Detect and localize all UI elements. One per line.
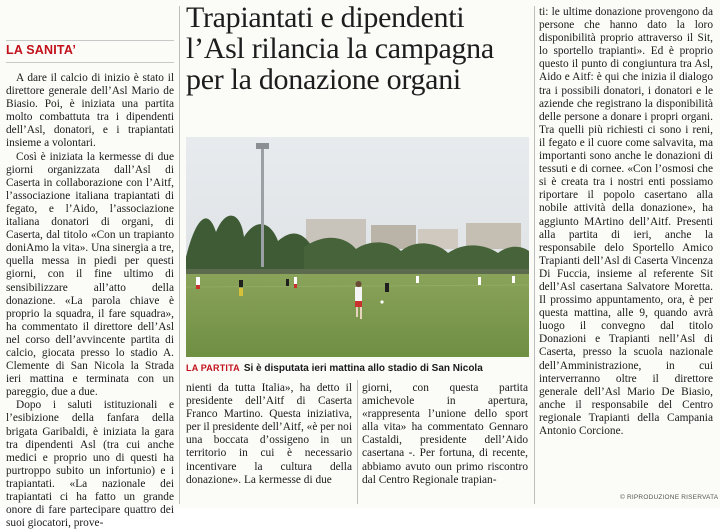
bottom-column-2 (362, 382, 528, 487)
article-headline (186, 2, 534, 95)
right-column (539, 6, 713, 438)
right-paragraph-1: ti: le ultime donazione provengono da persone che hanno dato la loro disponibilità proprio attraverso il Sit, lo sportello trapianti». Ed è proprio questo il punto di congiuntura tra Asl, Aido e Aitf: è qui che inizia il dialogo tra i possibili donatori, i donatori e le aziende che registrano la disponibilità delle persone a donare i propri organi. Tra quelli più richiesti ci sono i reni, il fegato e il cuore come salvavita, ma importanti sono anche le donazioni di tessuti e di cornee. «Con l’osmosi che si è creata tra i nostri enti possiamo riportare il popolo casertano alla nobile attività della donazione», ha aggiunto MArtino dell’Aitf. Presenti alla partita di ieri, anche la responsabile delo Sportello Amico Trapianti dell’Asl di Caserta Vincenza Di Fuccia, insieme al referente Sit dell’Asl casertana Salvatore Moretta. Il prossimo appuntamento, ora, è per questa mattina, alle 9, quando avrà luogo il convegno dal titolo Donazioni e Trapianti nell’Asl di Caserta, presso la scuola nazionale dell’Amministrazione, in cui interverranno oltre il direttore generale dell’Asl Mario De Biasio, anche il responsabile del Centro regionale Trapianti della Campania Antonio Corcione. (539, 6, 713, 437)
section-rule-bottom (6, 62, 174, 63)
football-match-photo (186, 137, 529, 357)
copyright-notice: © RIPRODUZIONE RISERVATA (620, 494, 719, 501)
left-paragraph-3: Dopo i saluti istituzionali e l’esibizione della fanfara della brigata Garibaldi, è iniziata la gara tra dipendenti Asl (tra cui anche medici e proprio uno di questi ha purtroppo subito un infortunio) e i trapiantati. «La nazionale dei trapiantati ci ha fatto un grande onore di fare partecipare quattro dei suoi giocatori, prove- (6, 399, 174, 530)
column-divider-right (534, 6, 535, 504)
section-label: LA SANITA’ (6, 43, 77, 57)
bottom-column-1-text: nienti da tutta Italia», ha detto il presidente dell’Aitf di Caserta Franco Martino. Questa iniziativa, per il presidente dell’Aitf, «è per noi una boccata d’ossigeno in un territorio in cui è necessario incentivare la cultura della donazione». La kermesse di due (186, 382, 353, 486)
left-paragraph-2: Così è iniziata la kermesse di due giorni organizzata dall’Asl di Caserta in collaborazione con l’Aitf, l’associazione italiana trapiantati di fegato, e l’Aido, l’associazione italiana donatori di organi, di Caserta, dal titolo «Con un trapianto doniAmo la vita». Una sinergia a tre, quella messa in piedi per questi giorni, con il fine ultimo di sensibilizzare all’atto della donazione. «La parola chiave è proprio la squadra, il fare squadra», ha commentato il direttore dell’Asl nel corso dell’avvincente partita di calcio, giocata presso lo stadio A. Clemente di San Nicola la Strada ieri mattina e terminata con un pareggio, due a due. (6, 150, 175, 399)
photo-caption (186, 362, 529, 375)
left-paragraph-1: A dare il calcio di inizio è stato il direttore generale dell’Asl Mario de Biasio. Poi, è iniziata una partita molto combattuta tra i dipendenti dell’Asl, donatori, e i trapiantati insieme a volontari. (6, 72, 174, 150)
section-rule-top (6, 40, 174, 41)
caption-text: Si è disputata ieri mattina allo stadio di San Nicola (243, 363, 483, 374)
headline-line-2: l’Asl rilancia la campagna (186, 32, 494, 65)
column-divider-bottom (357, 380, 358, 504)
headline-line-3: per la donazione organi (186, 63, 461, 96)
left-column (6, 72, 174, 530)
column-divider-left (179, 6, 180, 504)
caption-label: LA PARTITA (186, 363, 240, 373)
bottom-column-2-text: giorni, con questa partita amichevole in apertura, «rappresenta l’unione dello sport alla vita» ha commentato Gennaro Castaldi, presidente dell’Aido casertana -. Per fortuna, di recente, abbiamo avuto oun primo riscontro dal Centro Regionale trapian- (362, 382, 528, 486)
bottom-column-1 (186, 382, 352, 487)
headline-line-1: Trapiantati e dipendenti (186, 1, 465, 34)
